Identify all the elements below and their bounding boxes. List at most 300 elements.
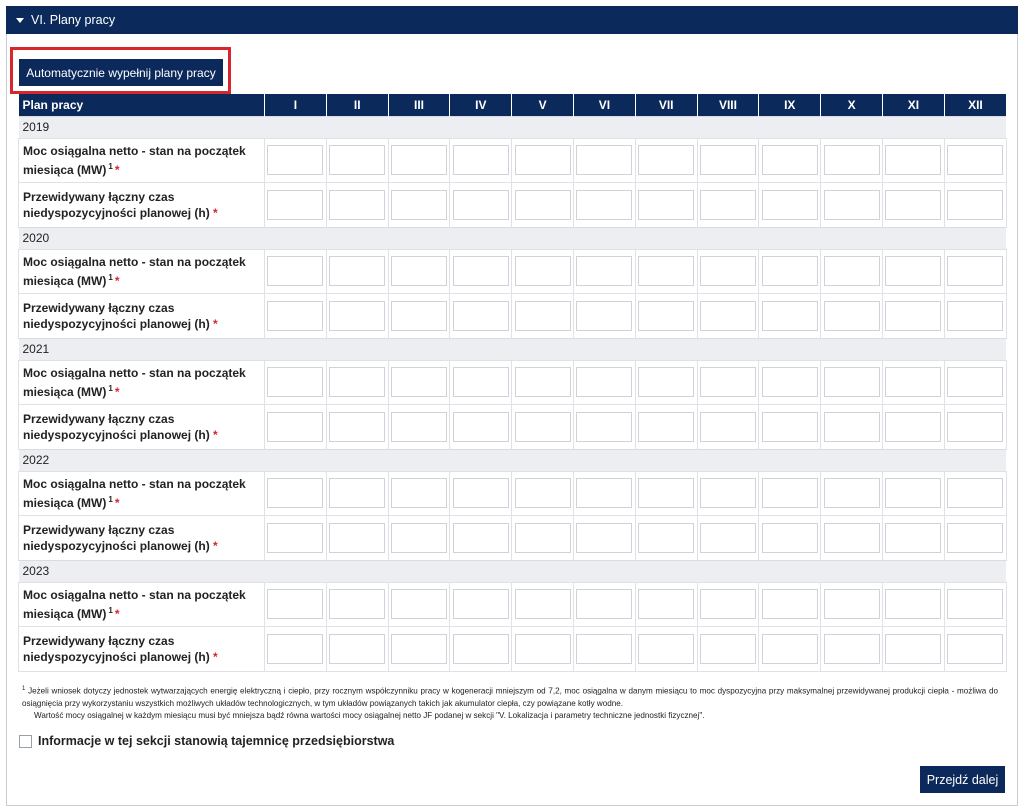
required-marker: * xyxy=(213,205,218,220)
month-value-input[interactable] xyxy=(638,478,694,508)
month-value-input[interactable] xyxy=(762,145,818,175)
month-value-input[interactable] xyxy=(576,190,632,220)
row-label-text: Przewidywany łączny czas niedyspozycyjności planowej (h) xyxy=(23,189,210,220)
month-cell xyxy=(635,183,697,228)
month-value-input[interactable] xyxy=(700,145,756,175)
table-row xyxy=(19,516,1007,561)
month-cell xyxy=(759,138,821,183)
year-row xyxy=(19,227,1007,249)
month-value-input[interactable] xyxy=(515,190,571,220)
month-value-input[interactable] xyxy=(576,412,632,442)
month-value-input[interactable] xyxy=(391,190,447,220)
month-value-input[interactable] xyxy=(453,367,509,397)
month-cell xyxy=(759,183,821,228)
year-row xyxy=(19,449,1007,471)
month-cell xyxy=(326,582,388,627)
month-value-input[interactable] xyxy=(267,367,323,397)
month-value-input[interactable] xyxy=(885,589,941,619)
month-value-input[interactable] xyxy=(267,634,323,664)
month-cell xyxy=(265,405,327,450)
month-cell xyxy=(821,627,883,672)
month-cell xyxy=(450,249,512,294)
month-value-input[interactable] xyxy=(762,634,818,664)
month-cell xyxy=(326,405,388,450)
month-cell xyxy=(388,405,450,450)
month-header: VI xyxy=(573,94,635,116)
row-label-text: Moc osiągalna netto - stan na początek miesiąca (MW) xyxy=(23,587,246,621)
month-value-input[interactable] xyxy=(762,256,818,286)
month-value-input[interactable] xyxy=(762,412,818,442)
row-label xyxy=(19,138,265,183)
table-row xyxy=(19,183,1007,228)
month-cell xyxy=(635,582,697,627)
month-cell xyxy=(759,582,821,627)
month-cell xyxy=(450,183,512,228)
month-cell xyxy=(388,138,450,183)
month-cell xyxy=(326,471,388,516)
month-header: X xyxy=(821,94,883,116)
table-row xyxy=(19,627,1007,672)
month-cell xyxy=(821,582,883,627)
month-cell xyxy=(821,183,883,228)
month-cell xyxy=(573,582,635,627)
month-cell xyxy=(821,360,883,405)
month-cell xyxy=(697,360,759,405)
month-cell xyxy=(882,138,944,183)
month-value-input[interactable] xyxy=(453,523,509,553)
month-value-input[interactable] xyxy=(700,301,756,331)
table-row xyxy=(19,294,1007,339)
year-label: 2022 xyxy=(19,449,1007,471)
month-value-input[interactable] xyxy=(329,301,385,331)
row-label xyxy=(19,582,265,627)
month-cell xyxy=(697,582,759,627)
month-value-input[interactable] xyxy=(391,367,447,397)
row-label-text: Moc osiągalna netto - stan na początek miesiąca (MW) xyxy=(23,254,246,288)
month-value-input[interactable] xyxy=(329,367,385,397)
footnote-ref: 1 xyxy=(108,272,113,282)
month-value-input[interactable] xyxy=(638,589,694,619)
month-cell xyxy=(882,405,944,450)
month-cell xyxy=(944,183,1006,228)
month-value-input[interactable] xyxy=(638,145,694,175)
table-body xyxy=(19,116,1007,671)
required-marker: * xyxy=(114,273,120,288)
month-cell xyxy=(512,582,574,627)
month-value-input[interactable] xyxy=(515,256,571,286)
month-cell xyxy=(512,627,574,672)
table-row xyxy=(19,405,1007,450)
month-value-input[interactable] xyxy=(947,301,1003,331)
month-value-input[interactable] xyxy=(515,301,571,331)
month-cell xyxy=(512,249,574,294)
month-cell xyxy=(759,249,821,294)
confidential-checkbox[interactable] xyxy=(19,735,32,748)
month-value-input[interactable] xyxy=(762,589,818,619)
month-value-input[interactable] xyxy=(947,412,1003,442)
month-cell xyxy=(265,516,327,561)
month-value-input[interactable] xyxy=(824,301,880,331)
month-cell xyxy=(821,294,883,339)
required-marker: * xyxy=(213,649,218,664)
month-value-input[interactable] xyxy=(267,145,323,175)
month-value-input[interactable] xyxy=(885,634,941,664)
month-value-input[interactable] xyxy=(824,256,880,286)
month-value-input[interactable] xyxy=(329,145,385,175)
year-label: 2019 xyxy=(19,116,1007,138)
month-cell xyxy=(759,294,821,339)
month-value-input[interactable] xyxy=(515,478,571,508)
month-value-input[interactable] xyxy=(947,190,1003,220)
next-button[interactable]: Przejdź dalej xyxy=(920,766,1005,793)
month-cell xyxy=(450,405,512,450)
month-cell xyxy=(512,471,574,516)
table-row xyxy=(19,138,1007,183)
month-value-input[interactable] xyxy=(515,367,571,397)
month-value-input[interactable] xyxy=(638,190,694,220)
month-value-input[interactable] xyxy=(329,589,385,619)
month-value-input[interactable] xyxy=(329,256,385,286)
month-value-input[interactable] xyxy=(824,367,880,397)
month-value-input[interactable] xyxy=(515,412,571,442)
month-cell xyxy=(882,183,944,228)
month-cell xyxy=(821,249,883,294)
month-value-input[interactable] xyxy=(885,190,941,220)
month-cell xyxy=(635,627,697,672)
month-cell xyxy=(821,516,883,561)
month-cell xyxy=(635,138,697,183)
month-value-input[interactable] xyxy=(391,589,447,619)
month-cell xyxy=(388,249,450,294)
month-cell xyxy=(821,405,883,450)
month-value-input[interactable] xyxy=(329,634,385,664)
month-value-input[interactable] xyxy=(762,301,818,331)
required-marker: * xyxy=(213,538,218,553)
section-title: VI. Plany pracy xyxy=(31,13,116,27)
month-cell xyxy=(759,471,821,516)
month-value-input[interactable] xyxy=(515,145,571,175)
month-cell xyxy=(697,183,759,228)
month-value-input[interactable] xyxy=(453,190,509,220)
month-value-input[interactable] xyxy=(329,523,385,553)
month-cell xyxy=(388,294,450,339)
month-cell xyxy=(635,249,697,294)
month-value-input[interactable] xyxy=(762,190,818,220)
month-value-input[interactable] xyxy=(824,145,880,175)
month-value-input[interactable] xyxy=(267,256,323,286)
section-header[interactable] xyxy=(6,6,1018,34)
month-value-input[interactable] xyxy=(576,256,632,286)
month-cell xyxy=(326,183,388,228)
month-value-input[interactable] xyxy=(576,145,632,175)
month-value-input[interactable] xyxy=(453,412,509,442)
table-row xyxy=(19,249,1007,294)
month-value-input[interactable] xyxy=(453,589,509,619)
month-value-input[interactable] xyxy=(391,256,447,286)
month-value-input[interactable] xyxy=(515,589,571,619)
month-value-input[interactable] xyxy=(267,523,323,553)
row-label-text: Moc osiągalna netto - stan na początek miesiąca (MW) xyxy=(23,143,246,177)
month-cell xyxy=(573,360,635,405)
table-row xyxy=(19,471,1007,516)
month-value-input[interactable] xyxy=(947,367,1003,397)
month-cell xyxy=(697,405,759,450)
month-cell xyxy=(573,627,635,672)
month-cell xyxy=(697,249,759,294)
footnote-ref: 1 xyxy=(108,605,113,615)
month-cell xyxy=(265,249,327,294)
month-cell xyxy=(326,360,388,405)
table-row xyxy=(19,360,1007,405)
month-cell xyxy=(265,360,327,405)
row-label-text: Przewidywany łączny czas niedyspozycyjności planowej (h) xyxy=(23,633,210,664)
month-cell xyxy=(697,471,759,516)
month-value-input[interactable] xyxy=(947,478,1003,508)
row-label xyxy=(19,516,265,561)
month-value-input[interactable] xyxy=(824,478,880,508)
month-value-input[interactable] xyxy=(824,523,880,553)
month-value-input[interactable] xyxy=(453,256,509,286)
row-label xyxy=(19,183,265,228)
required-marker: * xyxy=(114,606,120,621)
month-cell xyxy=(450,360,512,405)
row-label xyxy=(19,249,265,294)
required-marker: * xyxy=(114,162,120,177)
month-value-input[interactable] xyxy=(576,634,632,664)
month-value-input[interactable] xyxy=(267,412,323,442)
month-cell xyxy=(326,138,388,183)
month-value-input[interactable] xyxy=(824,589,880,619)
month-cell xyxy=(388,627,450,672)
month-value-input[interactable] xyxy=(700,367,756,397)
month-cell xyxy=(635,294,697,339)
month-value-input[interactable] xyxy=(267,301,323,331)
month-value-input[interactable] xyxy=(947,145,1003,175)
month-value-input[interactable] xyxy=(267,190,323,220)
year-row xyxy=(19,338,1007,360)
month-header: IX xyxy=(759,94,821,116)
month-header: XI xyxy=(882,94,944,116)
month-cell xyxy=(573,294,635,339)
footnote-ref: 1 xyxy=(108,494,113,504)
month-value-input[interactable] xyxy=(885,367,941,397)
month-cell xyxy=(573,138,635,183)
month-cell xyxy=(265,294,327,339)
month-value-input[interactable] xyxy=(515,523,571,553)
month-value-input[interactable] xyxy=(638,367,694,397)
month-cell xyxy=(944,471,1006,516)
month-value-input[interactable] xyxy=(947,523,1003,553)
row-label xyxy=(19,405,265,450)
month-header: IV xyxy=(450,94,512,116)
footnote-marker: 1 xyxy=(22,686,26,692)
month-header: XII xyxy=(944,94,1006,116)
month-cell xyxy=(882,627,944,672)
month-cell xyxy=(512,138,574,183)
month-value-input[interactable] xyxy=(947,589,1003,619)
month-value-input[interactable] xyxy=(700,412,756,442)
month-value-input[interactable] xyxy=(267,478,323,508)
month-value-input[interactable] xyxy=(638,256,694,286)
month-cell xyxy=(821,471,883,516)
month-cell xyxy=(759,360,821,405)
footnote xyxy=(22,683,998,722)
month-cell xyxy=(265,138,327,183)
month-value-input[interactable] xyxy=(638,634,694,664)
month-cell xyxy=(635,471,697,516)
row-label xyxy=(19,471,265,516)
month-cell xyxy=(450,582,512,627)
row-label xyxy=(19,294,265,339)
month-value-input[interactable] xyxy=(576,301,632,331)
month-cell xyxy=(326,627,388,672)
collapse-triangle-icon[interactable] xyxy=(16,18,24,23)
month-value-input[interactable] xyxy=(885,256,941,286)
year-label: 2023 xyxy=(19,560,1007,582)
month-value-input[interactable] xyxy=(638,301,694,331)
month-value-input[interactable] xyxy=(885,301,941,331)
month-value-input[interactable] xyxy=(391,412,447,442)
month-value-input[interactable] xyxy=(762,367,818,397)
month-cell xyxy=(821,138,883,183)
footnote-text-2: Wartość mocy osiągalnej w każdym miesiącu musi być mniejsza bądź równa wartości mocy osiągalnej netto JF podanej w sekcji "V. Lokalizacja i parametry techniczne jednostki fizycznej". xyxy=(34,710,705,720)
row-label-text: Moc osiągalna netto - stan na początek miesiąca (MW) xyxy=(23,365,246,399)
month-cell xyxy=(326,249,388,294)
confidential-label: Informacje w tej sekcji stanowią tajemnicę przedsiębiorstwa xyxy=(38,734,395,748)
month-value-input[interactable] xyxy=(329,478,385,508)
year-label: 2021 xyxy=(19,338,1007,360)
month-value-input[interactable] xyxy=(329,190,385,220)
month-value-input[interactable] xyxy=(329,412,385,442)
month-cell xyxy=(759,516,821,561)
month-cell xyxy=(573,249,635,294)
month-value-input[interactable] xyxy=(391,301,447,331)
month-header: VIII xyxy=(697,94,759,116)
month-value-input[interactable] xyxy=(267,589,323,619)
month-cell xyxy=(697,627,759,672)
month-value-input[interactable] xyxy=(947,256,1003,286)
work-plan-table xyxy=(18,94,1007,672)
month-cell xyxy=(512,516,574,561)
row-label-text: Przewidywany łączny czas niedyspozycyjności planowej (h) xyxy=(23,522,210,553)
month-value-input[interactable] xyxy=(762,478,818,508)
month-cell xyxy=(450,516,512,561)
month-cell xyxy=(326,516,388,561)
month-cell xyxy=(573,471,635,516)
month-value-input[interactable] xyxy=(700,256,756,286)
month-cell xyxy=(388,183,450,228)
month-value-input[interactable] xyxy=(453,301,509,331)
month-value-input[interactable] xyxy=(638,523,694,553)
month-cell xyxy=(450,294,512,339)
month-cell xyxy=(265,183,327,228)
month-cell xyxy=(697,138,759,183)
month-cell xyxy=(697,516,759,561)
table-header-row xyxy=(19,94,1007,116)
month-value-input[interactable] xyxy=(700,589,756,619)
month-cell xyxy=(882,249,944,294)
row-label-text: Przewidywany łączny czas niedyspozycyjności planowej (h) xyxy=(23,411,210,442)
month-cell xyxy=(573,183,635,228)
month-value-input[interactable] xyxy=(824,190,880,220)
month-cell xyxy=(573,405,635,450)
month-value-input[interactable] xyxy=(700,190,756,220)
month-cell xyxy=(944,405,1006,450)
month-cell xyxy=(944,627,1006,672)
month-cell xyxy=(944,516,1006,561)
month-value-input[interactable] xyxy=(885,145,941,175)
month-value-input[interactable] xyxy=(576,367,632,397)
month-header: II xyxy=(326,94,388,116)
month-value-input[interactable] xyxy=(391,634,447,664)
month-value-input[interactable] xyxy=(700,634,756,664)
month-cell xyxy=(697,294,759,339)
required-marker: * xyxy=(213,427,218,442)
month-value-input[interactable] xyxy=(700,523,756,553)
month-header: III xyxy=(388,94,450,116)
month-cell xyxy=(388,471,450,516)
required-marker: * xyxy=(114,384,120,399)
confidential-row xyxy=(19,734,394,748)
month-cell xyxy=(635,516,697,561)
month-value-input[interactable] xyxy=(885,478,941,508)
month-value-input[interactable] xyxy=(453,634,509,664)
row-label-text: Przewidywany łączny czas niedyspozycyjności planowej (h) xyxy=(23,300,210,331)
month-cell xyxy=(944,294,1006,339)
month-cell xyxy=(450,471,512,516)
year-label: 2020 xyxy=(19,227,1007,249)
month-value-input[interactable] xyxy=(453,478,509,508)
month-value-input[interactable] xyxy=(576,523,632,553)
footnote-text-1: Jeżeli wniosek dotyczy jednostek wytwarzających energię elektryczną i ciepło, przy rocznym współczynniku pracy w kogeneracji mniejszym od 7,2, moc osiągalna w danym miesiącu to moc dyspozycyjna przy maksymalnej przewidywanej produkcji ciepła - możliwa do osiągnięcia przy wykorzystaniu wszystkich możliwych układów technologicznych, w tym układów powiązanych takich jak akumulator ciepła, czy powiązane kotły wodne. xyxy=(22,686,998,708)
month-value-input[interactable] xyxy=(762,523,818,553)
month-cell xyxy=(388,516,450,561)
row-label xyxy=(19,627,265,672)
month-cell xyxy=(759,405,821,450)
month-value-input[interactable] xyxy=(638,412,694,442)
month-cell xyxy=(635,405,697,450)
month-value-input[interactable] xyxy=(824,412,880,442)
month-cell xyxy=(944,249,1006,294)
month-value-input[interactable] xyxy=(515,634,571,664)
month-value-input[interactable] xyxy=(576,478,632,508)
month-value-input[interactable] xyxy=(700,478,756,508)
month-cell xyxy=(882,516,944,561)
required-marker: * xyxy=(114,495,120,510)
month-value-input[interactable] xyxy=(947,634,1003,664)
month-cell xyxy=(326,294,388,339)
month-cell xyxy=(512,294,574,339)
month-cell xyxy=(944,138,1006,183)
month-cell xyxy=(882,471,944,516)
month-value-input[interactable] xyxy=(576,589,632,619)
month-value-input[interactable] xyxy=(453,145,509,175)
month-value-input[interactable] xyxy=(391,145,447,175)
month-cell xyxy=(882,582,944,627)
auto-fill-button[interactable]: Automatycznie wypełnij plany pracy xyxy=(19,59,223,86)
required-marker: * xyxy=(213,316,218,331)
month-value-input[interactable] xyxy=(885,523,941,553)
month-cell xyxy=(944,582,1006,627)
table-row xyxy=(19,582,1007,627)
month-value-input[interactable] xyxy=(824,634,880,664)
month-cell xyxy=(265,471,327,516)
month-value-input[interactable] xyxy=(391,523,447,553)
month-cell xyxy=(265,627,327,672)
year-row xyxy=(19,560,1007,582)
month-value-input[interactable] xyxy=(885,412,941,442)
month-value-input[interactable] xyxy=(391,478,447,508)
